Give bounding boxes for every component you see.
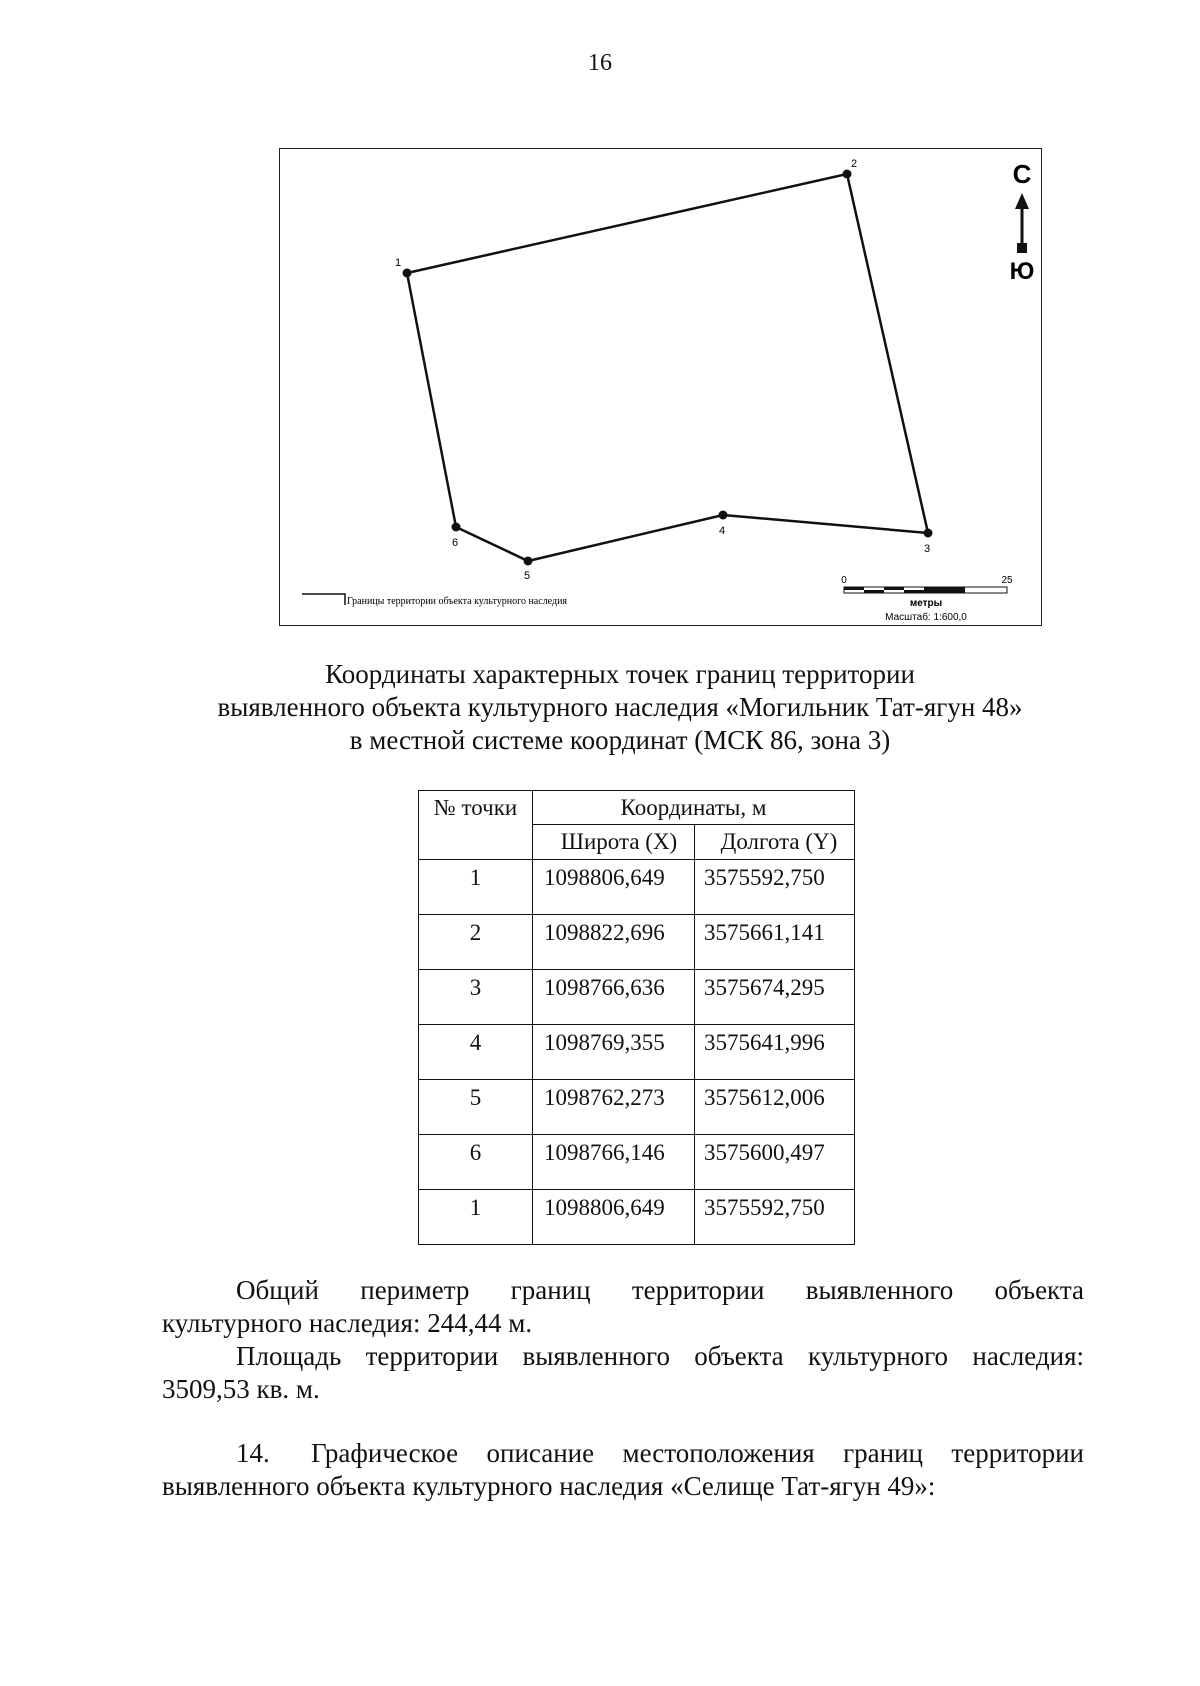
perimeter-line-2: культурного наследия: 244,44 м. — [162, 1308, 533, 1338]
point-number-cell: 1 — [419, 860, 533, 915]
legend-line-symbol — [302, 594, 345, 605]
section-number: 14. — [236, 1438, 270, 1468]
scale-bar — [841, 575, 1013, 623]
latitude-cell: 1098806,649 — [533, 860, 695, 915]
scale-unit-label: метры — [909, 598, 943, 609]
heading-line-1: Координаты характерных точек границ территории — [325, 659, 915, 689]
longitude-cell: 3575674,295 — [695, 970, 855, 1025]
map-point-marker-5 — [524, 557, 533, 566]
point-number-cell: 1 — [419, 1190, 533, 1245]
map-point-label-3: 3 — [924, 543, 931, 555]
coordinates-heading — [0, 658, 1200, 757]
page-number: 16 — [588, 50, 612, 76]
longitude-cell: 3575592,750 — [695, 860, 855, 915]
latitude-cell: 1098769,355 — [533, 1025, 695, 1080]
area-line-1: Площадь территории выявленного объекта культурного наследия: — [236, 1341, 1084, 1371]
longitude-cell: 3575592,750 — [695, 1190, 855, 1245]
table-row — [419, 1190, 855, 1245]
longitude-cell: 3575641,996 — [695, 1025, 855, 1080]
perimeter-word: выявленного — [805, 1275, 954, 1305]
longitude-cell: 3575661,141 — [695, 915, 855, 970]
table-header-row — [419, 791, 855, 825]
map-point-marker-1 — [403, 269, 412, 278]
scale-end-label: 25 — [1001, 575, 1013, 586]
section-line-2: выявленного объекта культурного наследия «Селище Тат-ягун 49»: — [162, 1471, 936, 1501]
latitude-cell: 1098766,636 — [533, 970, 695, 1025]
table-row — [419, 1025, 855, 1080]
latitude-cell: 1098766,146 — [533, 1135, 695, 1190]
perimeter-word: границ — [510, 1275, 591, 1305]
table-row — [419, 860, 855, 915]
header-latitude: Широта (X) — [533, 825, 695, 860]
perimeter-paragraph — [236, 1274, 1084, 1307]
longitude-cell: 3575600,497 — [695, 1135, 855, 1190]
table-row — [419, 970, 855, 1025]
table-row — [419, 1080, 855, 1135]
perimeter-word: объекта — [994, 1275, 1084, 1305]
area-line-2: 3509,53 кв. м. — [162, 1374, 320, 1404]
latitude-cell: 1098806,649 — [533, 1190, 695, 1245]
point-number-cell: 4 — [419, 1025, 533, 1080]
point-number-cell: 5 — [419, 1080, 533, 1135]
point-number-cell: 3 — [419, 970, 533, 1025]
section-line-1: Графическое описание местоположения границ территории — [311, 1438, 1084, 1468]
point-number-cell: 6 — [419, 1135, 533, 1190]
header-longitude: Долгота (Y) — [695, 825, 855, 860]
scale-ratio-text: Масштаб: 1:600,0 — [885, 612, 967, 623]
table-row — [419, 915, 855, 970]
point-number-cell: 2 — [419, 915, 533, 970]
coordinates-table — [418, 790, 855, 1245]
map-point-label-6: 6 — [452, 537, 459, 549]
legend-text: Границы территории объекта культурного наследия — [347, 596, 568, 607]
perimeter-word: Общий — [236, 1275, 319, 1305]
perimeter-word: периметр — [360, 1275, 470, 1305]
header-point-number: № точки — [419, 791, 533, 860]
boundary-map — [279, 148, 1042, 626]
map-point-marker-4 — [719, 511, 728, 520]
map-point-marker-6 — [452, 523, 461, 532]
latitude-cell: 1098762,273 — [533, 1080, 695, 1135]
latitude-cell: 1098822,696 — [533, 915, 695, 970]
heading-line-2: выявленного объекта культурного наследия «Могильник Тат-ягун 48» — [217, 692, 1023, 722]
map-point-marker-2 — [843, 170, 852, 179]
map-point-marker-3 — [924, 529, 933, 538]
perimeter-line-1 — [236, 1274, 1084, 1307]
map-point-label-1: 1 — [395, 257, 402, 269]
compass-south-label: Ю — [1009, 258, 1035, 285]
map-point-label-5: 5 — [524, 570, 531, 582]
map-drawing — [280, 149, 1043, 627]
table-row — [419, 1135, 855, 1190]
perimeter-word: территории — [631, 1275, 765, 1305]
map-point-label-2: 2 — [851, 158, 858, 170]
boundary-polygon — [407, 174, 931, 561]
longitude-cell: 3575612,006 — [695, 1080, 855, 1135]
scale-start-label: 0 — [841, 575, 847, 586]
map-point-label-4: 4 — [719, 525, 726, 537]
compass-north-label: С — [1012, 159, 1032, 189]
header-coordinates: Координаты, м — [533, 791, 855, 825]
north-arrow-icon — [1010, 159, 1035, 285]
heading-line-3: в местной системе координат (МСК 86, зона 3) — [349, 725, 891, 755]
map-legend — [302, 594, 567, 607]
